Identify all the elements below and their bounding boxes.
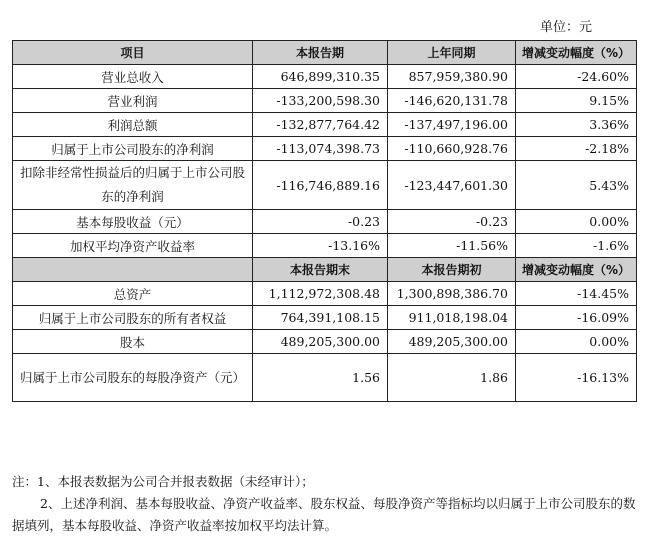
row-label: 营业利润 (13, 89, 253, 113)
row-previous-value: -123,447,601.30 (388, 161, 516, 210)
row-label: 归属于上市公司股东的每股净资产（元） (13, 354, 253, 402)
row-previous-value: -110,660,928.76 (388, 137, 516, 161)
header-previous-period: 上年同期 (388, 41, 516, 65)
row-current-value: -113,074,398.73 (253, 137, 388, 161)
row-change-value: -2.18% (516, 137, 637, 161)
table-row (13, 330, 637, 354)
row-current-value: -116,746,889.16 (253, 161, 388, 210)
row-change-value: 3.36% (516, 113, 637, 137)
financial-summary-table (12, 40, 637, 402)
row-change-value: 0.00% (516, 210, 637, 234)
row-current-value: 489,205,300.00 (253, 330, 388, 354)
table-row (13, 282, 637, 306)
table-row (13, 306, 637, 330)
row-label: 利润总额 (13, 113, 253, 137)
row-current-value: 646,899,310.35 (253, 65, 388, 89)
footnotes (12, 471, 636, 537)
row-previous-value: -137,497,196.00 (388, 113, 516, 137)
row-previous-value: -146,620,131.78 (388, 89, 516, 113)
table-row (13, 354, 637, 402)
unit-label: 单位：元 (540, 20, 593, 35)
row-change-value: -24.60% (516, 65, 637, 89)
row-label: 总资产 (13, 282, 253, 306)
table-row (13, 65, 637, 89)
row-previous-value: 857,959,380.90 (388, 65, 516, 89)
table-subheader-row (13, 258, 637, 282)
row-current-value: 1.56 (253, 354, 388, 402)
row-current-value: 764,391,108.15 (253, 306, 388, 330)
footnote-2: 2、上述净利润、基本每股收益、净资产收益率、股东权益、每股净资产等指标均以归属于上市公司股东的数据填列，基本每股收益、净资产收益率按加权平均法计算。 (12, 496, 636, 533)
row-current-value: -133,200,598.30 (253, 89, 388, 113)
header-current-period: 本报告期 (253, 41, 388, 65)
row-label: 归属于上市公司股东的所有者权益 (13, 306, 253, 330)
subheader-item (13, 258, 253, 282)
subheader-change: 增减变动幅度（%） (516, 258, 637, 282)
row-current-value: -13.16% (253, 234, 388, 258)
row-label: 股本 (13, 330, 253, 354)
table-row (13, 210, 637, 234)
table-row (13, 137, 637, 161)
table-row (13, 89, 637, 113)
row-previous-value: -0.23 (388, 210, 516, 234)
row-current-value: -0.23 (253, 210, 388, 234)
row-previous-value: 1,300,898,386.70 (388, 282, 516, 306)
row-label: 加权平均净资产收益率 (13, 234, 253, 258)
row-previous-value: -11.56% (388, 234, 516, 258)
row-label: 基本每股收益（元） (13, 210, 253, 234)
table-header-row (13, 41, 637, 65)
table-row (13, 234, 637, 258)
header-item: 项目 (13, 41, 253, 65)
row-change-value: 9.15% (516, 89, 637, 113)
row-previous-value: 489,205,300.00 (388, 330, 516, 354)
row-current-value: -132,877,764.42 (253, 113, 388, 137)
row-label: 营业总收入 (13, 65, 253, 89)
subheader-period-end: 本报告期末 (253, 258, 388, 282)
footnote-1: 注：1、本报表数据为公司合并报表数据（未经审计）； (12, 474, 314, 489)
row-change-value: -16.13% (516, 354, 637, 402)
table-row (13, 161, 637, 210)
row-label: 归属于上市公司股东的净利润 (13, 137, 253, 161)
row-previous-value: 911,018,198.04 (388, 306, 516, 330)
row-current-value: 1,112,972,308.48 (253, 282, 388, 306)
subheader-period-start: 本报告期初 (388, 258, 516, 282)
row-change-value: 0.00% (516, 330, 637, 354)
row-change-value: -14.45% (516, 282, 637, 306)
table-row (13, 113, 637, 137)
row-label: 扣除非经常性损益后的归属于上市公司股东的净利润 (13, 161, 253, 210)
row-previous-value: 1.86 (388, 354, 516, 402)
row-change-value: -16.09% (516, 306, 637, 330)
row-change-value: -1.6% (516, 234, 637, 258)
header-change: 增减变动幅度（%） (516, 41, 637, 65)
row-change-value: 5.43% (516, 161, 637, 210)
